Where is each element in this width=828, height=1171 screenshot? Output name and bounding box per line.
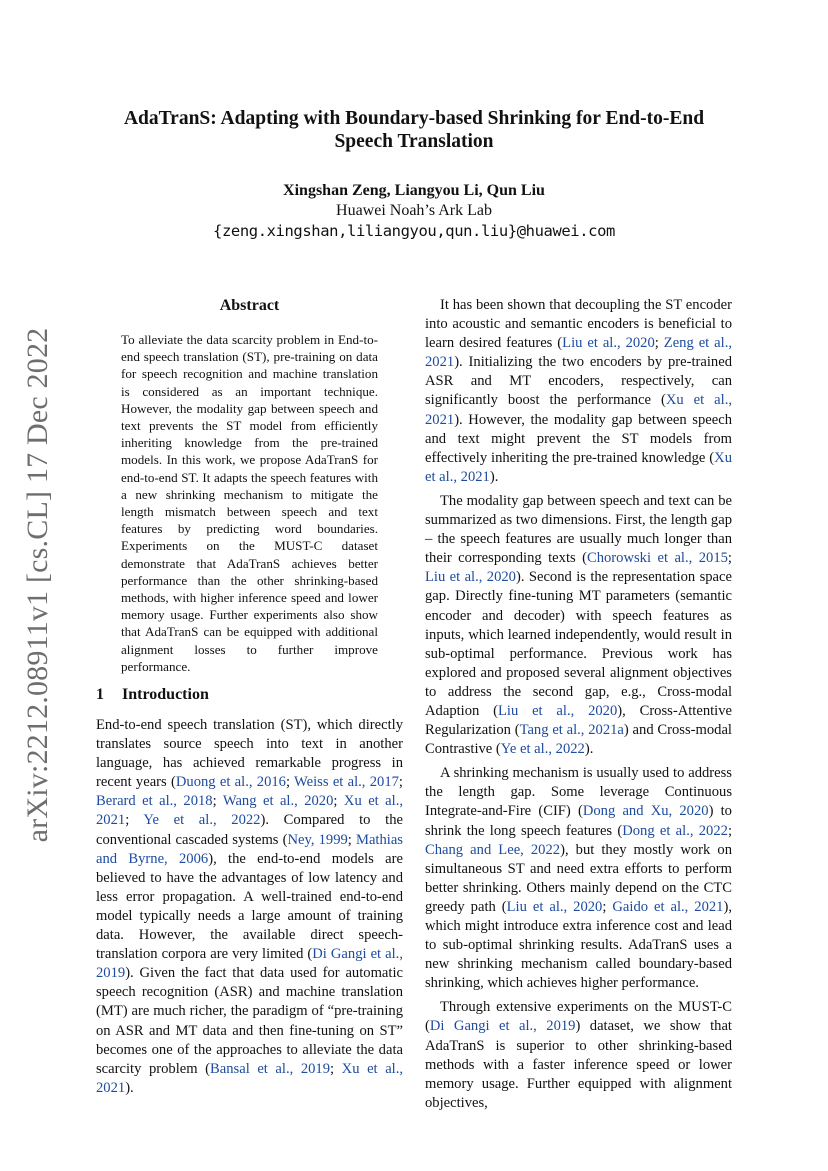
author-list: Xingshan Zeng, Liangyou Li, Qun Liu	[283, 182, 545, 199]
citation-link[interactable]: Liu et al., 2020	[498, 702, 618, 719]
citation-link[interactable]: Di Gangi et al., 2019	[96, 946, 403, 982]
right-column-body	[425, 296, 732, 1118]
citation-link[interactable]: Bansal et al., 2019	[210, 1060, 331, 1077]
citation-link[interactable]: Xu et al., 2021	[96, 1060, 404, 1096]
citation-link[interactable]: Mathias and Byrne, 2006	[96, 831, 403, 867]
author-emails: {zeng.xingshan,liliangyou,qun.liu}@huawei.com	[213, 222, 615, 240]
citation-link[interactable]: Chorowski et al., 2015	[586, 550, 728, 567]
intro-paragraph-3: The modality gap between speech and text can be summarized as two dimensions. First, the length gap – the speech features are usually much longer than their corresponding texts (Chorowski et al., 2015; Liu et al., 2020). Second is the representation space gap. Directly fine-tuning MT parameters (semantic encoder and decoder) with speech features as inputs, which learned independently, would result in sub-optimal performance. Previous work has explored and proposed several alignment objectives to address the second gap, e.g., Cross-modal Adaption (Liu et al., 2020), Cross-Attentive Regularization (Tang et al., 2021a) and Cross-modal Contrastive (Ye et al., 2022).	[425, 492, 733, 758]
left-column-body	[96, 716, 403, 1103]
citation-link[interactable]: Duong et al., 2016	[175, 774, 286, 791]
citation-link[interactable]: Dong et al., 2022	[622, 822, 728, 839]
citation-link[interactable]: Zeng et al., 2021	[425, 335, 732, 371]
section-heading-introduction	[96, 686, 209, 704]
citation-link[interactable]: Liu et al., 2020	[425, 569, 516, 586]
citation-link[interactable]: Ye et al., 2022	[500, 741, 585, 758]
citation-link[interactable]: Ye et al., 2022	[143, 812, 261, 829]
intro-paragraph-2: It has been shown that decoupling the ST encoder into acoustic and semantic encoders is beneficial to learn desired features (Liu et al., 2020; Zeng et al., 2021). Initializing the two encoders by pre-trained ASR and MT encoders, respectively, can significantly boost the performance (Xu et al., 2021). However, the modality gap between speech and text might prevent the ST models from effectively inheriting the pre-trained knowledge (Xu et al., 2021).	[425, 297, 733, 485]
affiliation: Huawei Noah’s Ark Lab	[336, 202, 492, 219]
paper-title: AdaTranS: Adapting with Boundary-based Shrinking for End-to-End Speech Translation	[123, 108, 705, 152]
citation-link[interactable]: Xu et al., 2021	[425, 449, 732, 485]
citation-link[interactable]: Xu et al., 2021	[96, 793, 403, 829]
citation-link[interactable]: Liu et al., 2020	[562, 335, 655, 352]
citation-link[interactable]: Ney, 1999	[287, 831, 348, 848]
citation-link[interactable]: Gaido et al., 2021	[612, 898, 724, 915]
citation-link[interactable]: Chang and Lee, 2022	[425, 841, 561, 858]
citation-link[interactable]: Tang et al., 2021a	[519, 722, 624, 739]
intro-paragraph-1: End-to-end speech translation (ST), which directly translates source speech into text in another language, has achieved remarkable progress in recent years (Duong et al., 2016; Weiss et al., 2017; Berard et al., 2018; Wang et al., 2020; Xu et al., 2021; Ye et al., 2022). Compared to the conventional cascaded systems (Ney, 1999; Mathias and Byrne, 2006), the end-to-end models are believed to have the advantages of low latency and less error propagation. A well-trained end-to-end model typically needs a large amount of training data. However, the available direct speech-translation corpora are very limited (Di Gangi et al., 2019). Given the fact that data used for automatic speech recognition (ASR) and machine translation (MT) are much richer, the paradigm of “pre-training on ASR and MT data and then fine-tuning on ST” becomes one of the approaches to alleviate the data scarcity problem (Bansal et al., 2019; Xu et al., 2021).	[96, 717, 404, 1096]
citation-link[interactable]: Xu et al., 2021	[425, 392, 733, 428]
citation-link[interactable]: Berard et al., 2018	[96, 793, 213, 810]
citation-link[interactable]: Di Gangi et al., 2019	[429, 1018, 576, 1035]
intro-paragraph-4: A shrinking mechanism is usually used to address the length gap. Some leverage Continuous Integrate-and-Fire (CIF) (Dong and Xu, 2020) to shrink the long speech features (Dong et al., 2022; Chang and Lee, 2022), but they mostly work on simultaneous ST and need extra efforts to perform better shrinking. Others mainly depend on the CTC greedy path (Liu et al., 2020; Gaido et al., 2021), which might introduce extra inference cost and lead to sub-optimal shrinking results. AdaTranS uses a new shrinking mechanism called boundary-based shrinking, which achieves higher performance.	[425, 765, 732, 992]
section-number: 1	[96, 686, 104, 703]
citation-link[interactable]: Weiss et al., 2017	[294, 774, 399, 791]
abstract-text: To alleviate the data scarcity problem in End-to-end speech translation (ST), pre-training on data for speech recognition and machine translation is considered as an important technique. However, the modality gap between speech and text prevents the ST model from efficiently inheriting knowledge from the pre-trained models. In this work, we propose AdaTranS for end-to-end ST. It adapts the speech features with a new shrinking mechanism to mitigate the length mismatch between speech and text features by predicting word boundaries. Experiments on the MUST-C dataset demonstrate that AdaTranS achieves better performance than the other shrinking-based methods, with higher inference speed and lower memory usage. Further experiments also show that AdaTranS can be equipped with additional alignment losses to further improve performance.	[121, 332, 378, 674]
citation-link[interactable]: Dong and Xu, 2020	[582, 803, 709, 820]
citation-link[interactable]: Liu et al., 2020	[506, 898, 603, 915]
section-title: Introduction	[122, 686, 209, 703]
arxiv-identifier-stamp: arXiv:2212.08911v1 [cs.CL] 17 Dec 2022	[21, 327, 54, 843]
abstract-heading: Abstract	[219, 297, 280, 314]
intro-paragraph-5: Through extensive experiments on the MUST-C (Di Gangi et al., 2019) dataset, we show that AdaTranS is superior to other shrinking-based methods with a faster inference speed or lower memory usage. Further equipped with alignment objectives,	[425, 999, 732, 1111]
citation-link[interactable]: Wang et al., 2020	[222, 793, 334, 810]
